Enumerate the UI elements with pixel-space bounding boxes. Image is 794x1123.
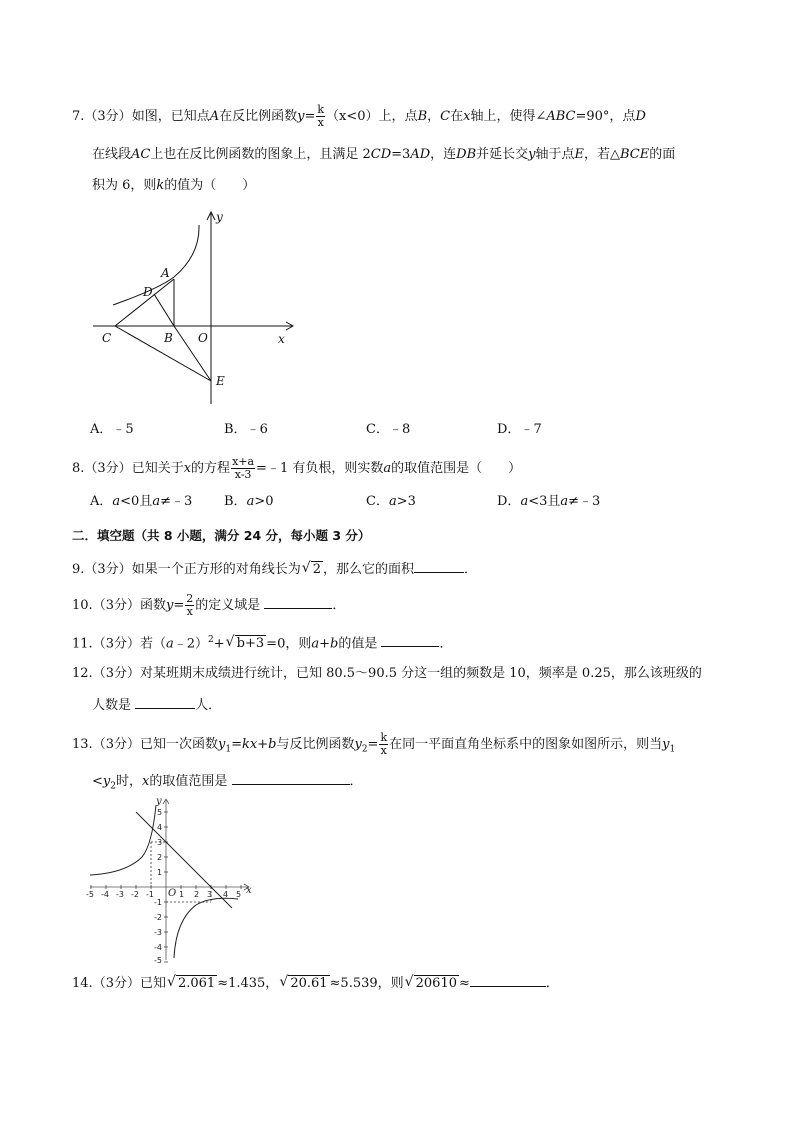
q13-xtick-label: -4 — [101, 890, 109, 899]
q13-ytick-label: -1 — [154, 898, 162, 907]
q13-xtick-label: -1 — [146, 890, 154, 899]
q10-answer-blank[interactable] — [264, 594, 332, 609]
q7-segment-ce — [115, 326, 211, 381]
q13-xtick-label: -3 — [116, 890, 124, 899]
q13-ytick-label: 5 — [157, 808, 163, 817]
q11-sqrt: √ b+3 — [226, 634, 267, 654]
q7-line3: 积为 6，则k的值为（ ） — [92, 178, 256, 193]
q14-sqrt-3: √ 20610 — [405, 974, 459, 994]
q8-choice-c[interactable]: C．a>3 — [366, 494, 416, 509]
q13-figure — [86, 795, 256, 965]
q13-ytick-label: -3 — [154, 928, 162, 937]
q7-choice-b[interactable]: B．﹣6 — [224, 422, 268, 437]
q8-choice-d[interactable]: D．a<3且a≠﹣3 — [497, 494, 601, 509]
q9-line: 9.（3分）如果一个正方形的对角线长为√ 2 ，那么它的面积 ． — [72, 558, 477, 580]
q13-line1: 13.（3分）已知一次函数$y_1=kx+b$与反比例函数$y_2=$ $\frac{k}{x}$ 在同一平面直角坐标系中的图象如图所示，则当$y_1$ — [72, 731, 676, 757]
q13-answer-blank[interactable] — [232, 770, 350, 785]
q13-ytick-label: 2 — [157, 853, 163, 862]
q13-ytick-label: 3 — [157, 838, 163, 847]
q13-xtick-label: 2 — [194, 890, 200, 899]
q14-line: 14.（3分）已知√ 2.061 ≈1.435，√ 20.61 ≈5.539，则√ 20610 ≈ ． — [72, 972, 559, 994]
q7-label-o: O — [198, 331, 208, 345]
q9-answer-blank[interactable] — [414, 558, 464, 573]
q7-label-a: A — [161, 266, 170, 280]
q7-segment-db — [154, 294, 174, 326]
q7-label-x: x — [278, 332, 285, 346]
q7-line1: 7.（3分）如图，已知点A在反比例函数y= $\frac{k}{x}$ （x<0）上，点B，C在x轴上，使得∠ABC=90°，点D — [72, 103, 646, 129]
q13-ytick-label: 1 — [157, 868, 163, 877]
q14-sqrt-2: √ 20.61 — [279, 974, 329, 994]
q7-label-b: B — [164, 331, 173, 345]
q13-ytick-label: -5 — [154, 956, 162, 965]
q8-choice-b[interactable]: B．a>0 — [224, 494, 274, 509]
q8-fraction: $\frac{x+a}{x-3}$ — [232, 455, 255, 481]
q7-choice-d[interactable]: D．﹣7 — [497, 422, 542, 437]
q12-line1: 12.（3分）对某班期末成绩进行统计，已知 80.5～90.5 分这一组的频数是 10，频率是 0.25，那么该班级的 — [72, 666, 702, 681]
q8-choice-a[interactable]: A．a<0且a≠﹣3 — [90, 494, 193, 509]
q13-xtick-label: 4 — [223, 890, 229, 899]
q13-xtick-label: 1 — [179, 890, 185, 899]
q12-line2: 人数是 人． — [92, 694, 221, 716]
q13-ytick-label: -4 — [154, 943, 162, 952]
q9-sqrt: √ 2 — [302, 560, 323, 580]
q7-figure — [88, 205, 303, 410]
q13-label-o: O — [168, 888, 177, 899]
q8-line1: 8.（3分）已知关于x的方程 $\frac{x+a}{x-3}$ =﹣1 有负根，则实数a的取值范围是（ ） — [72, 455, 522, 481]
q7-fraction: $\frac{k}{x}$ — [317, 103, 325, 129]
q13-xtick-label: 5 — [236, 890, 242, 899]
q13-label-x: x — [246, 885, 252, 896]
q7-label-y: y — [216, 210, 223, 224]
q7-label-d: D — [143, 285, 153, 299]
q13-fraction: $\frac{k}{x}$ — [380, 731, 388, 757]
q14-sqrt-1: √ 2.061 — [167, 974, 217, 994]
q7-choice-a[interactable]: A．﹣5 — [90, 422, 134, 437]
q10-line: 10.（3分）函数y= $\frac{2}{x}$ 的定义域是 ． — [72, 592, 346, 618]
q7-label-e: E — [216, 374, 225, 388]
q11-answer-blank[interactable] — [381, 632, 439, 647]
q13-xtick-label: -2 — [131, 890, 139, 899]
q13-hyperbola-left-branch — [90, 805, 156, 875]
q14-answer-blank[interactable] — [470, 972, 546, 987]
q7-line2: 在线段AC上也在反比例函数的图象上，且满足 2CD=3AD，连DB并延长交y轴于点E，若△BCE的面 — [92, 147, 676, 162]
q7-choice-c[interactable]: C．﹣8 — [366, 422, 411, 437]
q13-ytick-label: -2 — [154, 913, 162, 922]
q11-line: 11.（3分）若（a﹣2）$^2$+√ b+3 =0，则a+b的值是 ． — [72, 630, 452, 654]
section-2-header: 二．填空题（共 8 小题，满分 24 分，每小题 3 分） — [72, 528, 371, 543]
q13-xtick-label: 3 — [207, 890, 213, 899]
q13-label-y: y — [156, 796, 162, 807]
q7-label-c: C — [102, 331, 112, 345]
q13-ytick-label: 4 — [157, 823, 163, 832]
q13-hyperbola-right-branch — [174, 898, 238, 958]
q13-xtick-label: -5 — [86, 890, 94, 899]
q10-fraction: $\frac{2}{x}$ — [186, 592, 194, 618]
q12-answer-blank[interactable] — [135, 694, 195, 709]
q13-line2: $<y_2$时，x的取值范围是 ． — [92, 770, 363, 797]
